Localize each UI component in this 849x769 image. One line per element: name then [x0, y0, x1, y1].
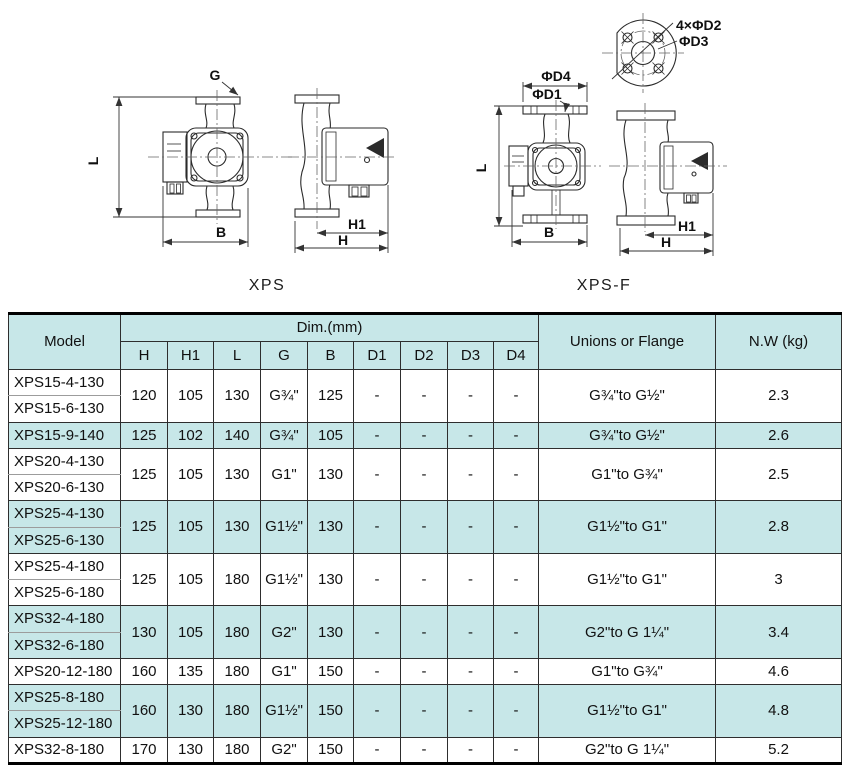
model-cell: XPS20-4-130 — [9, 448, 121, 474]
dim-cell: 180 — [214, 606, 261, 659]
dim-cell: 125 — [121, 422, 168, 448]
nw-cell: 2.3 — [716, 370, 842, 423]
dim-cell: 102 — [168, 422, 214, 448]
dim-cell: - — [494, 501, 539, 554]
dim-cell: - — [448, 606, 494, 659]
nw-cell: 3.4 — [716, 606, 842, 659]
unions-cell: G2"to G 1¼" — [539, 606, 716, 659]
dim-cell: 160 — [121, 685, 168, 738]
dim-cell: G1" — [261, 448, 308, 501]
dim-cell: 180 — [214, 737, 261, 763]
dim-cell: 130 — [308, 606, 354, 659]
dim-cell: - — [354, 448, 401, 501]
dim-cell: G1" — [261, 658, 308, 684]
unions-cell: G2"to G 1¼" — [539, 737, 716, 763]
dim-cell: - — [354, 422, 401, 448]
nw-cell: 2.6 — [716, 422, 842, 448]
dim-cell: - — [354, 685, 401, 738]
model-cell: XPS32-4-180 — [9, 606, 121, 632]
col-header-d4: D4 — [494, 342, 539, 370]
dim-cell: 120 — [121, 370, 168, 423]
dim-cell: - — [494, 422, 539, 448]
nw-cell: 5.2 — [716, 737, 842, 763]
unions-cell: G1"to G¾" — [539, 448, 716, 501]
xpsf-flange-detail — [602, 13, 722, 93]
dim-cell: 180 — [214, 685, 261, 738]
dim-cell: - — [494, 553, 539, 606]
dim-cell: 180 — [214, 658, 261, 684]
dim-cell: 105 — [308, 422, 354, 448]
dim-cell: - — [494, 370, 539, 423]
dim-label-g: G — [209, 67, 221, 83]
dim-cell: - — [448, 370, 494, 423]
model-cell: XPS20-6-130 — [9, 475, 121, 501]
dim-cell: G¾" — [261, 422, 308, 448]
dim-cell: - — [494, 685, 539, 738]
dim-label-l: L — [85, 156, 101, 166]
unions-cell: G1½"to G1" — [539, 685, 716, 738]
table-row — [9, 737, 842, 763]
dim-cell: - — [401, 422, 448, 448]
col-header-g: G — [261, 342, 308, 370]
dim-cell: 140 — [214, 422, 261, 448]
table-row — [9, 422, 842, 448]
dim-cell: G¾" — [261, 370, 308, 423]
col-header-unions: Unions or Flange — [539, 314, 716, 370]
dim-cell: - — [354, 501, 401, 554]
dim-cell: - — [401, 737, 448, 763]
dim-cell: 105 — [168, 606, 214, 659]
model-cell: XPS32-8-180 — [9, 737, 121, 763]
dim-label-b: B — [543, 224, 555, 240]
dim-cell: - — [448, 737, 494, 763]
table-row — [9, 658, 842, 684]
dim-cell: 130 — [121, 606, 168, 659]
dim-cell: 160 — [121, 658, 168, 684]
table-row — [9, 448, 842, 474]
dim-label-l: L — [473, 163, 489, 173]
dim-cell: - — [448, 501, 494, 554]
dim-cell: - — [354, 737, 401, 763]
dim-cell: - — [401, 501, 448, 554]
dim-label-4xd2: 4×ΦD2 — [676, 17, 722, 33]
nw-cell: 4.8 — [716, 685, 842, 738]
unions-cell: G1"to G¾" — [539, 658, 716, 684]
col-header-h1: H1 — [168, 342, 214, 370]
dim-cell: - — [401, 658, 448, 684]
dim-cell: - — [354, 606, 401, 659]
model-cell: XPS25-4-130 — [9, 501, 121, 527]
dim-cell: 105 — [168, 448, 214, 501]
dim-cell: - — [448, 553, 494, 606]
dim-label-h1: H1 — [678, 218, 696, 234]
table-row — [9, 501, 842, 527]
nw-cell: 2.5 — [716, 448, 842, 501]
dim-cell: 130 — [308, 501, 354, 554]
dim-cell: - — [401, 370, 448, 423]
dim-cell: - — [494, 606, 539, 659]
dim-cell: 130 — [308, 448, 354, 501]
dim-cell: 125 — [121, 448, 168, 501]
dim-label-b: B — [215, 224, 227, 240]
dim-label-h1: H1 — [348, 216, 366, 232]
dim-cell: 130 — [214, 501, 261, 554]
dim-cell: 150 — [308, 685, 354, 738]
model-cell: XPS25-12-180 — [9, 711, 121, 737]
col-header-d1: D1 — [354, 342, 401, 370]
model-cell: XPS15-4-130 — [9, 370, 121, 396]
nw-cell: 3 — [716, 553, 842, 606]
pump-technical-drawing — [0, 0, 849, 310]
model-cell: XPS20-12-180 — [9, 658, 121, 684]
col-header-d3: D3 — [448, 342, 494, 370]
table-row — [9, 685, 842, 711]
dim-cell: 180 — [214, 553, 261, 606]
xpsf-front-view — [473, 68, 601, 247]
col-header-dim-group: Dim.(mm) — [121, 314, 539, 342]
dim-cell: - — [401, 685, 448, 738]
dim-cell: 150 — [308, 658, 354, 684]
dim-cell: G1½" — [261, 685, 308, 738]
dim-label-d4: ΦD4 — [541, 68, 571, 84]
dim-label-d3: ΦD3 — [679, 33, 709, 49]
dim-cell: - — [354, 553, 401, 606]
dim-cell: G1½" — [261, 501, 308, 554]
model-cell: XPS25-6-130 — [9, 527, 121, 553]
xps-side-view — [288, 88, 397, 253]
dim-cell: - — [448, 422, 494, 448]
unions-cell: G¾"to G½" — [539, 370, 716, 423]
xpsf-caption: XPS-F — [576, 277, 632, 294]
dim-cell: 130 — [214, 448, 261, 501]
xps-front-view — [85, 67, 292, 247]
dim-cell: 105 — [168, 501, 214, 554]
col-header-b: B — [308, 342, 354, 370]
col-header-d2: D2 — [401, 342, 448, 370]
unions-cell: G1½"to G1" — [539, 501, 716, 554]
dim-cell: - — [401, 606, 448, 659]
dim-cell: 125 — [308, 370, 354, 423]
nw-cell: 2.8 — [716, 501, 842, 554]
dim-cell: - — [448, 658, 494, 684]
dim-cell: 125 — [121, 501, 168, 554]
dim-cell: - — [401, 448, 448, 501]
col-header-l: L — [214, 342, 261, 370]
table-row — [9, 553, 842, 579]
spec-table-header — [9, 314, 842, 370]
dim-cell: 150 — [308, 737, 354, 763]
dim-cell: 130 — [308, 553, 354, 606]
dim-label-d1: ΦD1 — [532, 86, 562, 102]
dim-cell: - — [354, 370, 401, 423]
model-cell: XPS25-8-180 — [9, 685, 121, 711]
dim-cell: 105 — [168, 553, 214, 606]
dim-label-h: H — [660, 234, 672, 250]
col-header-h: H — [121, 342, 168, 370]
unions-cell: G1½"to G1" — [539, 553, 716, 606]
dim-cell: G1½" — [261, 553, 308, 606]
dim-cell: - — [448, 685, 494, 738]
dim-cell: G2" — [261, 737, 308, 763]
spec-table — [8, 312, 842, 765]
dim-cell: 125 — [121, 553, 168, 606]
dim-cell: - — [401, 553, 448, 606]
model-cell: XPS32-6-180 — [9, 632, 121, 658]
dim-cell: - — [494, 737, 539, 763]
xps-caption: XPS — [248, 277, 286, 294]
dim-cell: 105 — [168, 370, 214, 423]
unions-cell: G¾"to G½" — [539, 422, 716, 448]
col-header-model: Model — [9, 314, 121, 370]
model-cell: XPS25-4-180 — [9, 553, 121, 579]
model-cell: XPS15-9-140 — [9, 422, 121, 448]
nw-cell: 4.6 — [716, 658, 842, 684]
model-cell: XPS15-6-130 — [9, 396, 121, 422]
model-cell: XPS25-6-180 — [9, 580, 121, 606]
spec-table-body — [9, 370, 842, 764]
dim-cell: G2" — [261, 606, 308, 659]
xpsf-side-view — [609, 103, 727, 256]
table-row — [9, 606, 842, 632]
dim-cell: - — [354, 658, 401, 684]
dim-cell: 130 — [214, 370, 261, 423]
dim-cell: 130 — [168, 685, 214, 738]
dim-cell: 135 — [168, 658, 214, 684]
dim-label-h: H — [337, 232, 349, 248]
table-row — [9, 370, 842, 396]
dim-cell: 170 — [121, 737, 168, 763]
dim-cell: - — [448, 448, 494, 501]
dim-cell: - — [494, 658, 539, 684]
col-header-nw: N.W (kg) — [716, 314, 842, 370]
dim-cell: - — [494, 448, 539, 501]
dim-cell: 130 — [168, 737, 214, 763]
